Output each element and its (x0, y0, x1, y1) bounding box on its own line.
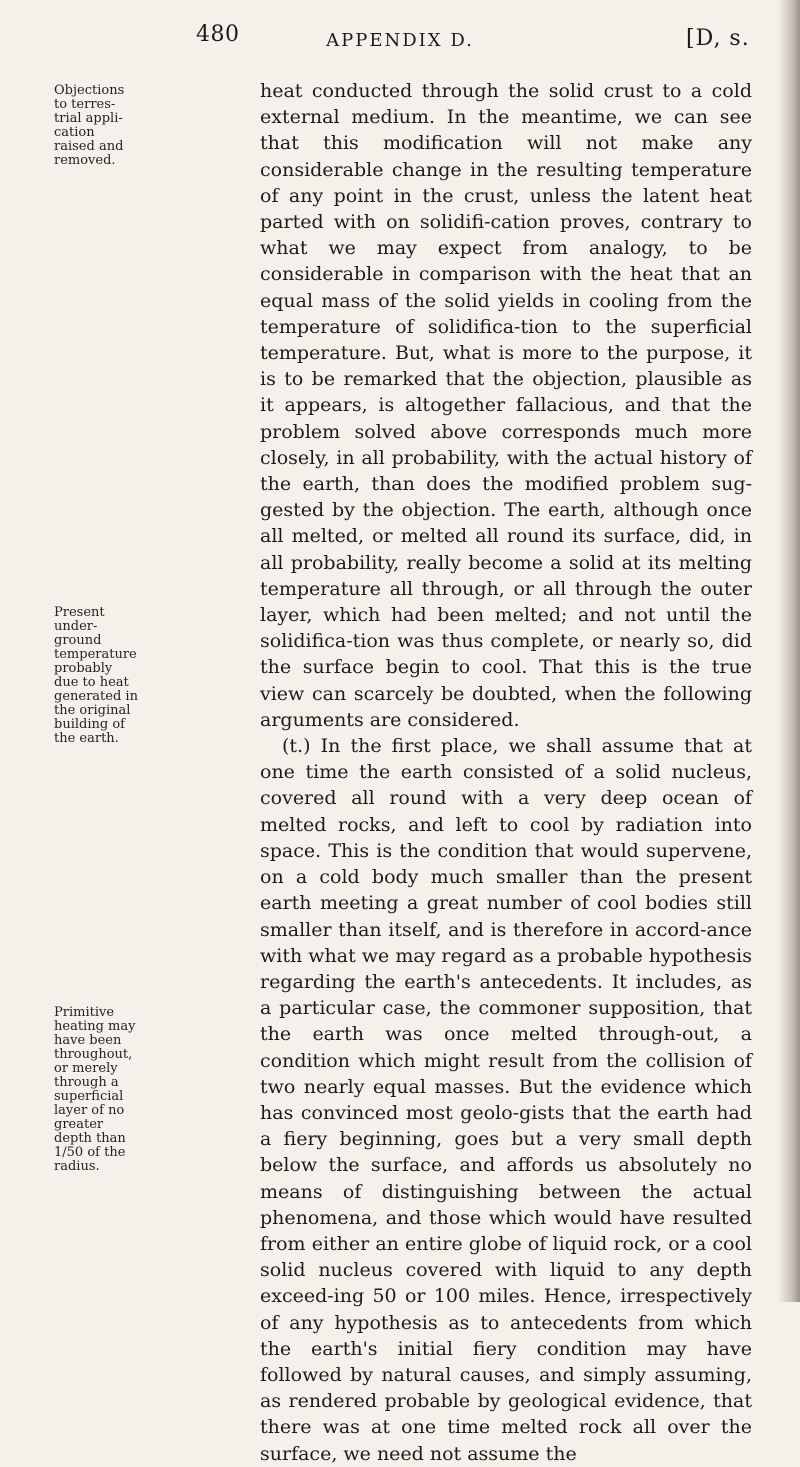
margin-note-primitive-heating: Primitive heating may have been throughout, or merely through a superficial layer of no greater depth than 1/50 of the radius. (54, 1005, 136, 1174)
page-number: 480 (196, 22, 240, 47)
margin-note-underground-temperature: Present under-ground temperature probably due to heat generated in the original building of the earth. (54, 605, 138, 746)
section-mark: [D, s. (686, 26, 750, 51)
body-paragraph-1: heat conducted through the solid crust to a cold external medium. In the meantime, we can see that this modification will not make any considerable change in the resulting temperature of any point in the crust, unless the latent heat parted with on solidifi-cation proves, contrary to what we may expect from analogy, to be considerable in comparison with the heat that an equal mass of the solid yields in cooling from the temperature of solidifica-tion to the superficial temperature. But, what is more to the purpose, it is to be remarked that the objection, plausible as it appears, is altogether fallacious, and that the problem solved above corresponds much more closely, in all probability, with the actual history of the earth, than does the modified problem sug-gested by the objection. The earth, although once all melted, or melted all round its surface, did, in all probability, really become a solid at its melting temperature all through, or all through the outer layer, which had been melted; and not until the solidifica-tion was thus complete, or nearly so, did the surface begin to cool. That this is the true view can scarcely be doubted, when the following arguments are considered. (260, 80, 752, 731)
page-edge-shadow (778, 0, 800, 1302)
margin-note-objections: Objections to terres-trial appli-cation raised and removed. (54, 83, 125, 168)
body-paragraph-2: (t.) In the first place, we shall assume that at one time the earth consisted of a solid nucleus, covered all round with a very deep ocean of melted rocks, and left to cool by radiation into space. This is the condition that would supervene, on a cold body much smaller than the present earth meeting a great number of cool bodies still smaller than itself, and is therefore in accord-ance with what we may regard as a probable hypothesis regarding the earth's antecedents. It includes, as a particular case, the commoner supposition, that the earth was once melted through-out, a condition which might result from the collision of two nearly equal masses. But the evidence which has convinced most geolo-gists that the earth had a fiery beginning, goes but a very small depth below the surface, and affords us absolutely no means of distinguishing between the actual phenomena, and those which would have resulted from either an entire globe of liquid rock, or a cool solid nucleus covered with liquid to any depth exceed-ing 50 or 100 miles. Hence, irrespectively of any hypothesis as to antecedents from which the earth's initial fiery condition may have followed by natural causes, and simply assuming, as rendered probable by geological evidence, that there was at one time melted rock all over the surface, we need not assume the (260, 735, 752, 1465)
body-text (260, 78, 752, 1467)
running-head: APPENDIX D. (326, 30, 474, 51)
